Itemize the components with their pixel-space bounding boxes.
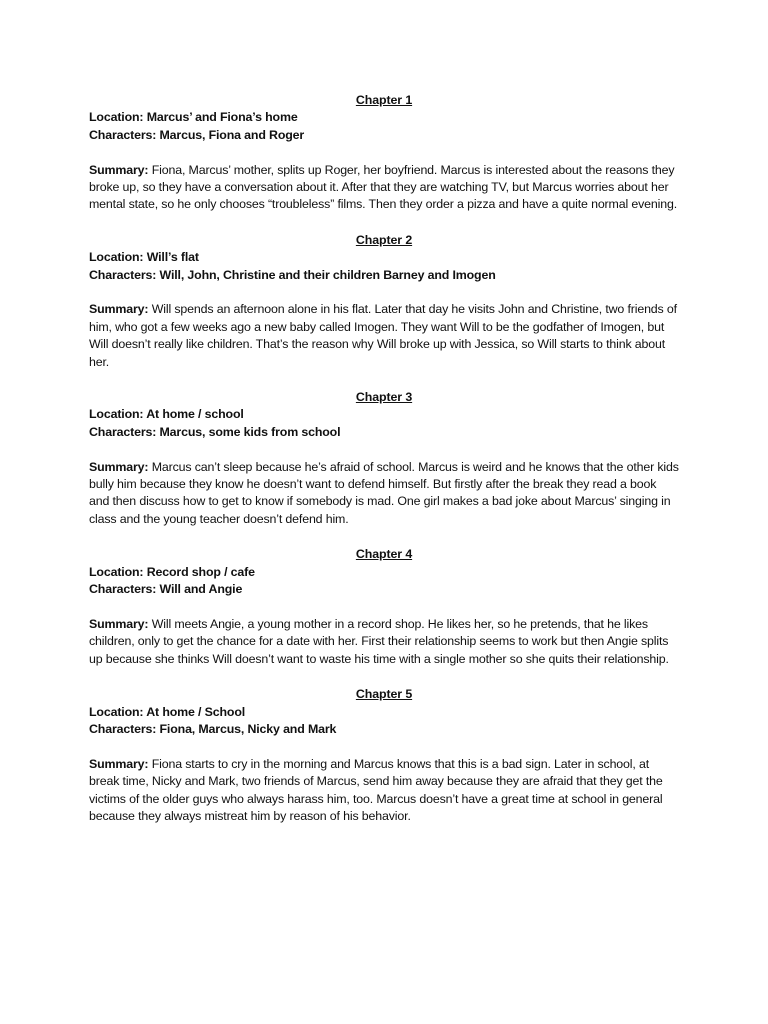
chapter-1-title: Chapter 1 (355, 93, 413, 107)
chapter-4-characters (89, 581, 679, 598)
location-value: Record shop / cafe (146, 564, 255, 579)
location-label: Location: (89, 704, 144, 719)
chapter-3-location (89, 406, 679, 423)
chapter-2-title: Chapter 2 (355, 232, 413, 247)
location-value: At home / School (146, 704, 246, 719)
characters-label: Characters: (89, 267, 157, 282)
location-label: Location: (89, 564, 144, 579)
chapter-1-summary (89, 162, 679, 214)
location-label: Location: (89, 407, 144, 422)
document-content (89, 92, 679, 843)
summary-text: Will spends an afternoon alone in his flat. Later that day he visits John and Christine, two friends of him, who got a few weeks ago a new baby called Imogen. They want Will to be the godfather of Imogen, but Will doesn’t really like children. That’s the reason why Will broke up with Jessica, so Will starts to think about her. (89, 302, 677, 369)
characters-label: Characters: (89, 721, 157, 736)
summary-label: Summary: (89, 302, 149, 317)
chapter-5-summary (89, 756, 679, 826)
chapter-5-section (89, 686, 679, 825)
chapter-3-summary (89, 459, 679, 529)
chapter-2-location (89, 249, 679, 266)
location-value: At home / school (146, 407, 244, 422)
chapter-5-location (89, 704, 679, 721)
chapter-4-section (89, 546, 679, 668)
location-value: Will’s flat (146, 250, 199, 265)
characters-label: Characters: (89, 424, 157, 439)
characters-value: Fiona, Marcus, Nicky and Mark (159, 721, 337, 736)
chapter-4-summary (89, 616, 679, 668)
chapter-5-characters (89, 721, 679, 738)
characters-value: Will and Angie (159, 582, 243, 597)
chapter-3-characters (89, 424, 679, 441)
characters-value: Marcus, Fiona and Roger (159, 127, 305, 142)
characters-value: Marcus, some kids from school (159, 424, 341, 439)
summary-label: Summary: (89, 756, 149, 771)
summary-text: Marcus can’t sleep because he’s afraid of school. Marcus is weird and he knows that the other kids bully him because they know he doesn’t want to defend himself. But firstly after the break they read a book and then discuss how to get to know if somebody is mad. One girl makes a bad joke about Marcus’ singing in class and the young teacher doesn’t defend him. (89, 459, 679, 526)
chapter-1-section (89, 92, 679, 214)
characters-label: Characters: (89, 127, 157, 142)
summary-text: Will meets Angie, a young mother in a record shop. He likes her, so he pretends, that he likes children, only to get the chance for a date with her. First their relationship seems to work but then Angie splits up because she thinks Will doesn’t want to waste his time with a single mother so she quits their relationship. (89, 616, 669, 666)
summary-text: Fiona starts to cry in the morning and Marcus knows that this is a bad sign. Later in school, at break time, Nicky and Mark, two friends of Marcus, send him away because they are afraid that they get the victims of the older guys who always harass him, too. Marcus doesn’t have a great time at school in general because they always mistreat him by reason of his behavior. (89, 756, 663, 823)
chapter-2-summary (89, 301, 679, 371)
chapter-2-characters (89, 267, 679, 284)
summary-label: Summary: (89, 459, 149, 474)
summary-label: Summary: (89, 162, 149, 177)
chapter-3-title: Chapter 3 (355, 390, 413, 405)
chapter-3-section (89, 389, 679, 528)
location-label: Location: (89, 110, 144, 125)
chapter-4-title: Chapter 4 (355, 547, 413, 562)
chapter-1-location (89, 109, 679, 126)
chapter-5-title: Chapter 5 (355, 687, 413, 702)
location-label: Location: (89, 250, 144, 265)
chapter-2-section (89, 232, 679, 371)
chapter-1-characters (89, 127, 679, 144)
location-value: Marcus’ and Fiona’s home (146, 110, 298, 125)
characters-label: Characters: (89, 582, 157, 597)
summary-text: Fiona, Marcus’ mother, splits up Roger, her boyfriend. Marcus is interested about the reasons they broke up, so they have a conversation about it. After that they are watching TV, but Marcus worries about her mental state, so he only chooses “troubleless” films. Then they order a pizza and have a quite normal evening. (89, 162, 677, 212)
chapter-4-location (89, 564, 679, 581)
summary-label: Summary: (89, 616, 149, 631)
characters-value: Will, John, Christine and their children Barney and Imogen (159, 267, 496, 282)
